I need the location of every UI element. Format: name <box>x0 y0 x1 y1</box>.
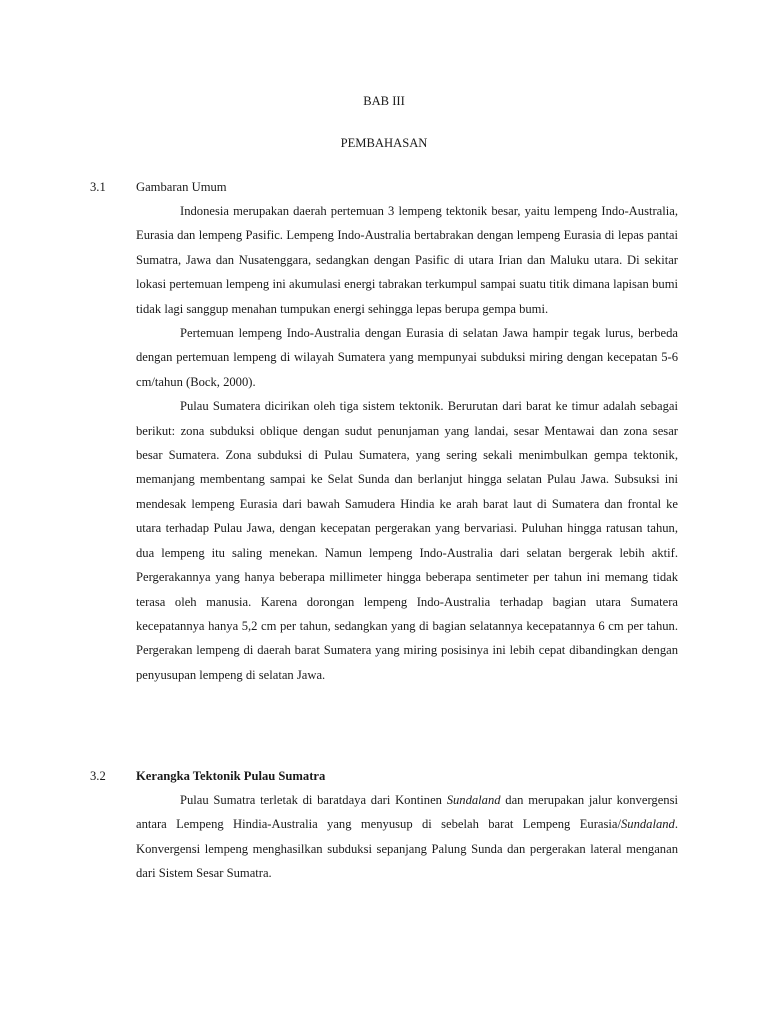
chapter-title: PEMBAHASAN <box>340 136 428 150</box>
paragraph: Pulau Sumatera dicirikan oleh tiga sistem tektonik. Berurutan dari barat ke timur adalah sebagai berikut: zona subduksi oblique dengan sudut penunjaman yang landai, sesar Mentawai dan zona sesar besar Sumatera. Zona subduksi di Pulau Sumatera, yang sering sekali menimbulkan gempa tektonik, memanjang membentang sampai ke Selat Sunda dan berlanjut hingga selatan Pulau Jawa. Subsuksi ini mendesak lempeng Eurasia dari bawah Samudera Hindia ke arah barat laut di Sumatera dan frontal ke utara terhadap Pulau Jawa, dengan kecepatan pergerakan yang bervariasi. Puluhan hingga ratusan tahun, dua lempeng itu saling menekan. Namun lempeng Indo-Australia dari selatan bergerak lebih aktif. Pergerakannya yang hanya beberapa millimeter hingga beberapa sentimeter per tahun ini memang tidak terasa oleh manusia. Karena dorongan lempeng Indo-Australia terhadap bagian utara Sumatera kecepatannya hanya 5,2 cm per tahun, sedangkan yang di bagian selatannya kecepatannya 6 cm per tahun. Pergerakan lempeng di daerah barat Sumatera yang miring posisinya ini lebih cepat dibandingkan dengan penyusupan lempeng di selatan Jawa. <box>136 399 678 682</box>
italic-term: Sundaland <box>620 817 675 832</box>
paragraph: Pertemuan lempeng Indo-Australia dengan Eurasia di selatan Jawa hampir tegak lurus, berbeda dengan pertemuan lempeng di wilayah Sumatera yang mempunyai subduksi miring dengan kecepatan 5-6 cm/tahun (Bock, 2000). <box>136 326 678 389</box>
italic-term: Sundaland <box>446 793 501 807</box>
text-run: . Konvergensi lempeng menghasilkan subduksi sepanjang Palung Sunda dan pergerakan lateral menganan dari Sistem Sesar Sumatra. <box>136 817 678 881</box>
chapter-number: BAB III <box>363 94 405 108</box>
section-number: 3.2 <box>90 769 106 783</box>
paragraph: Indonesia merupakan daerah pertemuan 3 lempeng tektonik besar, yaitu lempeng Indo-Australia, Eurasia dan lempeng Pasific. Lempeng Indo-Australia bertabrakan dengan lempeng Eurasia di lepas pantai Sumatra, Jawa dan Nusatenggara, sedangkan dengan Pasific di utara Irian dan Maluku utara. Di sekitar lokasi pertemuan lempeng ini akumulasi energi tabrakan terkumpul sampai suatu titik dimana lapisan bumi tidak lagi sanggup menahan tumpukan energi sehingga lepas berupa gempa bumi. <box>136 204 678 316</box>
section-body <box>136 199 678 687</box>
paragraph <box>136 788 678 886</box>
section-body <box>136 788 678 886</box>
section-title: Gambaran Umum <box>136 180 227 194</box>
text-run: Pulau Sumatra terletak di baratdaya dari Kontinen <box>180 793 447 807</box>
section-number: 3.1 <box>90 180 106 194</box>
section-title: Kerangka Tektonik Pulau Sumatra <box>136 769 326 783</box>
text-run: dan merupakan jalur konvergensi antara Lempeng Hindia-Australia yang menyusup di sebelah barat Lempeng Eurasia/ <box>136 793 678 832</box>
